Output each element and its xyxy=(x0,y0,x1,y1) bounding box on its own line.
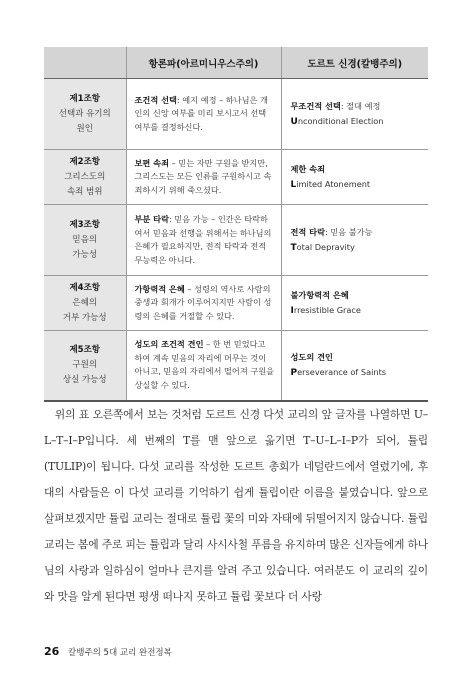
article-topic-line2: 속죄 범위 xyxy=(66,186,103,197)
dort-cell xyxy=(281,331,428,401)
dort-initial: U xyxy=(290,116,298,127)
dort-term: 무조건적 선택 xyxy=(290,100,341,111)
article-topic-line1: 구원의 xyxy=(72,359,98,370)
table-row xyxy=(44,205,428,276)
article-topic-line2: 원인 xyxy=(76,123,93,134)
article-topic-line2: 상실 가능성 xyxy=(62,374,107,385)
header-arminian: 항론파(아르미니우스주의) xyxy=(126,47,281,79)
arminian-text: : 예지 예정 – 하나님은 개인의 신앙 여부를 미리 보시고서 선택 여부를 결정하신다. xyxy=(134,94,268,132)
dort-cell xyxy=(281,150,428,205)
row-header xyxy=(44,331,126,401)
arminian-cell xyxy=(126,276,281,331)
arminian-text: : 믿음 가능 – 인간은 타락하여서 믿음과 선행을 위해서는 하나님의 은혜가 필요하지만, 전적 타락과 전적 무능력은 아니다. xyxy=(134,214,272,265)
dort-term: 불가항력적 은혜 xyxy=(290,289,349,300)
dort-english: nconditional Election xyxy=(297,115,384,126)
dort-initial: P xyxy=(290,367,298,378)
dort-text: : 절대 예정 xyxy=(340,100,381,111)
dort-cell xyxy=(281,205,428,276)
header-empty xyxy=(44,47,126,79)
arminian-term: 조건적 선택 xyxy=(134,94,177,105)
arminian-cell xyxy=(126,150,281,205)
row-header xyxy=(44,79,126,150)
page-footer xyxy=(44,645,172,658)
dort-cell xyxy=(281,276,428,331)
arminian-cell xyxy=(126,79,281,150)
article-topic-line1: 선택과 유기의 xyxy=(58,108,111,119)
dort-initial: T xyxy=(290,242,297,253)
arminian-text: – 성령의 역사로 사람의 중생과 회개가 이루어지지만 사람이 성령의 은혜를 거절할 수 있다. xyxy=(134,283,272,321)
table-row xyxy=(44,331,428,401)
row-header xyxy=(44,205,126,276)
dort-english: erseverance of Saints xyxy=(297,366,387,377)
table-row xyxy=(44,150,428,205)
dort-english: rresistible Grace xyxy=(293,304,361,315)
row-header xyxy=(44,276,126,331)
dort-term: 제한 속죄 xyxy=(290,163,325,174)
table-row xyxy=(44,79,428,150)
table-row xyxy=(44,276,428,331)
header-dort: 도르트 신경(칼뱅주의) xyxy=(281,47,428,79)
arminian-text: – 한 번 믿었다고 하여 계속 믿음의 자리에 머무는 것이 아니고, 믿음의 자리에서 떨어져 구원을 상실할 수 있다. xyxy=(134,339,275,390)
table-header-row xyxy=(44,47,428,79)
arminian-cell xyxy=(126,205,281,276)
arminian-term: 보편 속죄 xyxy=(134,157,169,168)
dort-english: otal Depravity xyxy=(296,241,355,252)
arminian-term: 가항력적 은혜 xyxy=(134,283,185,294)
dort-term: 전적 타락 xyxy=(290,226,325,237)
page-number: 26 xyxy=(44,645,60,658)
dort-initial: I xyxy=(290,305,294,316)
body-paragraph: 위의 표 오른쪽에서 보는 것처럼 도르트 신경 다섯 교리의 앞 글자를 나열하면 U–L–T–I–P입니다. 세 번째의 T를 맨 앞으로 옮기면 T–U–L–I–P가 되어, 튤립(TULIP)이 됩니다. 다섯 교리를 작성한 도르트 총회가 네덜란드에서 열렸기에, 후대의 사람들은 이 다섯 교리를 기억하기 쉽게 튤립이란 이름을 붙였습니다. 앞으로 살펴보겠지만 튤립 교리는 절대로 튤립 꽃의 미와 자태에 뒤떨어지지 않습니다. 튤립 교리는 봄에 주로 피는 튤립과 달리 사시사철 푸름을 유지하며 많은 신자들에게 하나님의 사랑과 일하심이 얼마나 큰지를 알려 주고 있습니다. 여러분도 이 교리의 깊이와 맛을 알게 된다면 평생 떠나지 못하고 튤립 꽃보다 더 사랑 xyxy=(44,408,428,603)
dort-cell xyxy=(281,79,428,150)
article-topic-line1: 믿음의 xyxy=(72,234,98,245)
arminian-text: – 믿는 자만 구원을 받지만, 그리스도는 모든 인류를 구원하시고 속죄하시기 위해 죽으셨다. xyxy=(134,157,272,195)
comparison-table xyxy=(44,47,428,402)
arminian-term: 성도의 조건적 견인 xyxy=(134,339,204,350)
article-number: 제5조항 xyxy=(69,344,101,355)
book-title: 칼뱅주의 5대 교리 완전정복 xyxy=(68,648,172,658)
dort-initial: L xyxy=(290,179,297,190)
arminian-cell xyxy=(126,331,281,401)
dort-text: : 믿음 불가능 xyxy=(325,226,373,237)
article-number: 제1조항 xyxy=(69,93,101,104)
article-number: 제3조항 xyxy=(69,219,101,230)
dort-english: imited Atonement xyxy=(296,178,371,189)
arminian-term: 부분 타락 xyxy=(134,214,169,224)
article-topic-line2: 가능성 xyxy=(72,249,98,260)
article-topic-line2: 거부 가능성 xyxy=(62,312,107,323)
article-number: 제2조항 xyxy=(69,156,101,167)
article-number: 제4조항 xyxy=(69,282,101,293)
article-topic-line1: 은혜의 xyxy=(72,297,98,308)
article-topic-line1: 그리스도의 xyxy=(64,171,106,182)
row-header xyxy=(44,150,126,205)
dort-term: 성도의 견인 xyxy=(290,351,333,362)
